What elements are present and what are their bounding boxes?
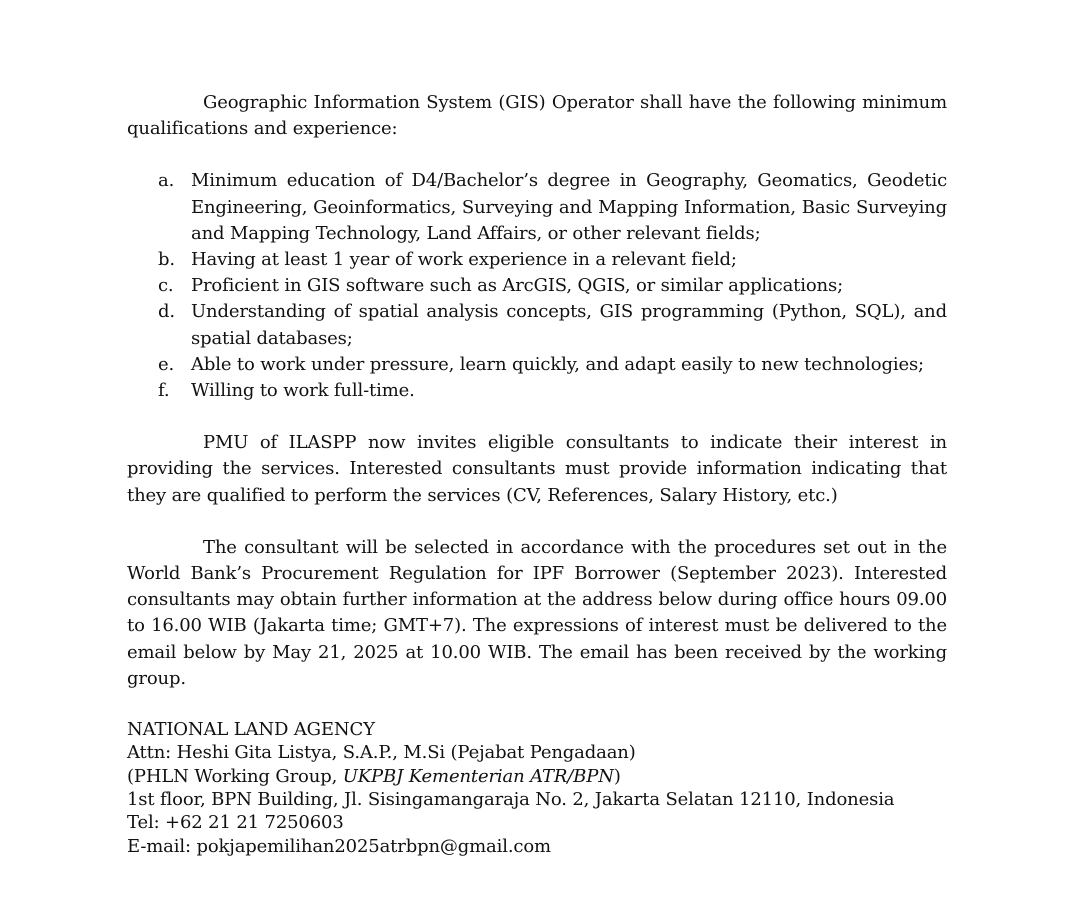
list-marker: c. — [158, 275, 174, 297]
selection-paragraph: The consultant will be selected in accordance with the procedures set out in the World Bank’s Procurement Regulation for IPF Borrower (September 2023). Interested consultants may obtain further information at the address below during office hours 09.00 to 16.00 WIB (Jakarta time; GMT+7). The expressions of interest must be delivered to the email below by May 21, 2025 at 10.00 WIB. The email has been received by the working group. — [127, 536, 947, 689]
list-item-text: Able to work under pressure, learn quickly, and adapt easily to new technologies; — [191, 353, 924, 375]
list-marker: e. — [158, 353, 175, 375]
telephone: Tel: +62 21 21 7250603 — [127, 812, 344, 834]
working-group-suffix: ) — [613, 765, 621, 787]
contact-address-block — [127, 718, 947, 858]
list-item — [127, 378, 947, 404]
list-marker: b. — [158, 249, 175, 271]
qualifications-list — [127, 168, 947, 404]
list-marker: f. — [158, 380, 170, 402]
list-item-text: Proficient in GIS software such as ArcGIS, QGIS, or similar applications; — [191, 275, 843, 297]
working-group-unit: UKPBJ Kementerian ATR/BPN — [342, 765, 614, 787]
spacer — [127, 142, 947, 168]
spacer — [127, 404, 947, 430]
spacer — [127, 509, 947, 535]
list-item — [127, 352, 947, 378]
invitation-paragraph: PMU of ILASPP now invites eligible consultants to indicate their interest in providing the services. Interested consultants must provide information indicating that they are qualified to perform the services (CV, References, Salary History, etc.) — [127, 432, 947, 506]
attention-line: Attn: Heshi Gita Listya, S.A.P., M.Si (Pejabat Pengadaan) — [127, 742, 636, 764]
list-item-text: Having at least 1 year of work experience in a relevant field; — [191, 249, 737, 271]
intro-paragraph: Geographic Information System (GIS) Operator shall have the following minimum qualifications and experience: — [127, 92, 947, 140]
list-item — [127, 168, 947, 247]
spacer — [127, 692, 947, 718]
list-item-text: Understanding of spatial analysis concepts, GIS programming (Python, SQL), and spatial databases; — [191, 301, 947, 349]
list-item — [127, 247, 947, 273]
document-page — [127, 90, 947, 858]
list-marker: d. — [158, 301, 175, 323]
list-item-text: Willing to work full-time. — [191, 380, 415, 402]
email-address: E-mail: pokjapemilihan2025atrbpn@gmail.com — [127, 835, 551, 857]
working-group-line — [127, 765, 947, 788]
list-item — [127, 273, 947, 299]
list-item — [127, 299, 947, 351]
agency-name: NATIONAL LAND AGENCY — [127, 719, 375, 741]
list-item-text: Minimum education of D4/Bachelor’s degree in Geography, Geomatics, Geodetic Engineering, Geoinformatics, Surveying and Mapping Information, Basic Surveying and Mapping Technology, Land Affairs, or other relevant fields; — [191, 170, 947, 244]
street-address: 1st floor, BPN Building, Jl. Sisingamangaraja No. 2, Jakarta Selatan 12110, Indonesia — [127, 788, 895, 810]
list-marker: a. — [158, 170, 175, 192]
working-group-prefix: (PHLN Working Group, — [127, 765, 343, 787]
